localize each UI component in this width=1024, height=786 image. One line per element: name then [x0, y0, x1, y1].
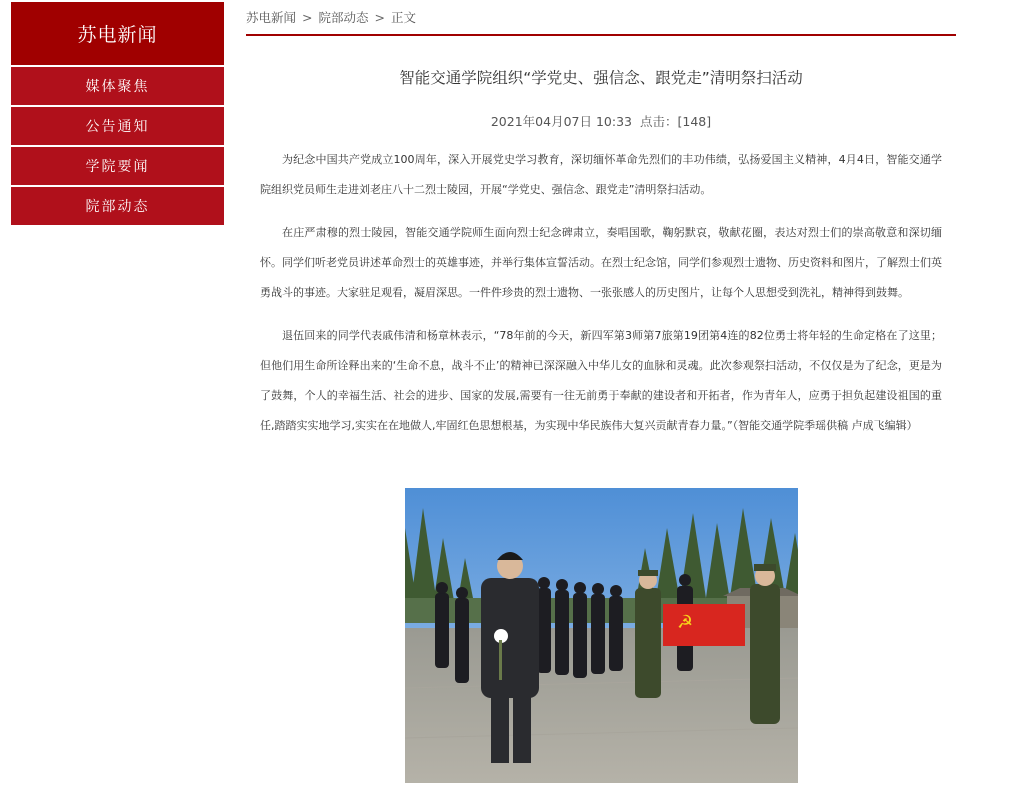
article-photo — [405, 488, 798, 783]
breadcrumb-separator: > — [374, 10, 385, 25]
svg-text:☭: ☭ — [677, 612, 694, 633]
article-paragraph: 退伍回来的同学代表戚伟清和杨章林表示，“78年前的今天，新四军第3师第7旅第19团第4连的82位勇士将年轻的生命定格在了这里；但他们用生命所诠释出来的‘生命不息，战斗不止’的精神已深深融入中华儿女的血脉和灵魂。此次参观祭扫活动，不仅仅是为了纪念，更是为了鼓舞，个人的幸福生活、社会的进步、国家的发展,需要有一往无前勇于奉献的建设者和开拓者，作为青年人，应勇于担负起建设祖国的重任,踏踏实实地学习,实实在在地做人,牢固红色思想根基，为实现中华民族伟大复兴贡献青春力量。”（智能交通学院季瑶供稿 卢成飞编辑） — [260, 329, 942, 432]
main-content — [246, 0, 956, 454]
article-paragraph: 在庄严肃穆的烈士陵园，智能交通学院师生面向烈士纪念碑肃立，奏唱国歌，鞠躬默哀，敬献花圈，表达对烈士们的崇高敬意和深切缅怀。同学们听老党员讲述革命烈士的英雄事迹，并举行集体宣誓活动。在烈士纪念馆，同学们参观烈士遗物、历史资料和图片，了解烈士们英勇战斗的事迹。大家驻足观看，凝眉深思。一件件珍贵的烈士遗物、一张张感人的历史图片，让每个人思想受到洗礼，精神得到鼓舞。 — [260, 226, 942, 299]
breadcrumb-section-link[interactable]: 院部动态 — [318, 10, 369, 25]
sidebar-item-department-news[interactable]: 院部动态 — [11, 187, 224, 225]
article-date: 2021年04月07日 10:33 — [490, 114, 632, 129]
article-title: 智能交通学院组织“学党史、强信念、跟党走”清明祭扫活动 — [399, 69, 803, 87]
clicks-label: 点击： — [639, 114, 678, 129]
sidebar-item-college-news[interactable]: 学院要闻 — [11, 147, 224, 185]
sidebar — [11, 2, 224, 225]
breadcrumb — [246, 0, 956, 36]
article-body — [246, 145, 956, 441]
sidebar-item-media[interactable]: 媒体聚焦 — [11, 67, 224, 105]
article-paragraph: 为纪念中国共产党成立100周年，深入开展党史学习教育，深切缅怀革命先烈们的丰功伟绩，弘扬爱国主义精神，4月4日，智能交通学院组织党员师生走进刘老庄八十二烈士陵园，开展“学党史、强信念、跟党走”清明祭扫活动。 — [260, 153, 942, 196]
sidebar-title[interactable]: 苏电新闻 — [11, 2, 224, 65]
breadcrumb-home-link[interactable]: 苏电新闻 — [246, 10, 297, 25]
breadcrumb-separator: > — [302, 10, 313, 25]
article-meta — [246, 113, 956, 131]
breadcrumb-current: 正文 — [391, 10, 417, 25]
clicks-count: [148] — [677, 114, 712, 129]
sidebar-item-notices[interactable]: 公告通知 — [11, 107, 224, 145]
